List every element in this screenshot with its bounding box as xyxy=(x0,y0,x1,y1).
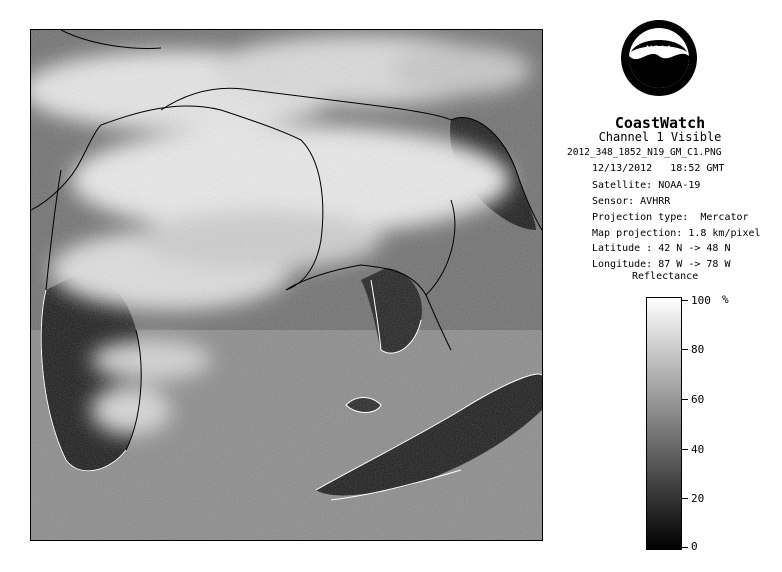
projection-type: Projection type: Mercator xyxy=(592,212,749,223)
colorbar-tick-label: 20 xyxy=(691,492,705,505)
colorbar-tick-label: 80 xyxy=(691,343,705,356)
map-projection: Map projection: 1.8 km/pixel xyxy=(592,228,761,239)
colorbar-tick xyxy=(682,449,688,450)
satellite-image xyxy=(30,29,543,541)
satellite: Satellite: NOAA-19 xyxy=(592,180,701,191)
filename: 2012_348_1852_N19_GM_C1.PNG xyxy=(567,147,722,158)
reflectance-colorbar xyxy=(646,297,682,550)
longitude-range: Longitude: 87 W -> 78 W xyxy=(592,259,731,270)
colorbar-tick-label: 60 xyxy=(691,393,705,406)
colorbar-tick-label: 0 xyxy=(691,540,698,553)
colorbar-tick xyxy=(682,300,688,301)
colorbar-tick-label: 40 xyxy=(691,443,705,456)
channel-subtitle: Channel 1 Visible xyxy=(598,130,722,144)
colorbar-unit: % xyxy=(722,293,729,306)
colorbar-tick xyxy=(682,498,688,499)
colorbar-label: Reflectance xyxy=(632,271,699,282)
noaa-logo xyxy=(619,18,699,98)
logo-text: NOAA xyxy=(645,45,673,55)
latitude-range: Latitude : 42 N -> 48 N xyxy=(592,243,731,254)
product-title: CoastWatch xyxy=(614,114,706,132)
colorbar-tick xyxy=(682,349,688,350)
datetime: 12/13/2012 18:52 GMT xyxy=(592,163,725,174)
image-texture xyxy=(31,30,542,540)
colorbar-tick xyxy=(682,547,688,548)
satellite-svg xyxy=(31,30,542,540)
colorbar-tick xyxy=(682,399,688,400)
colorbar-tick-label: 100 xyxy=(691,294,711,307)
sensor: Sensor: AVHRR xyxy=(592,196,671,207)
